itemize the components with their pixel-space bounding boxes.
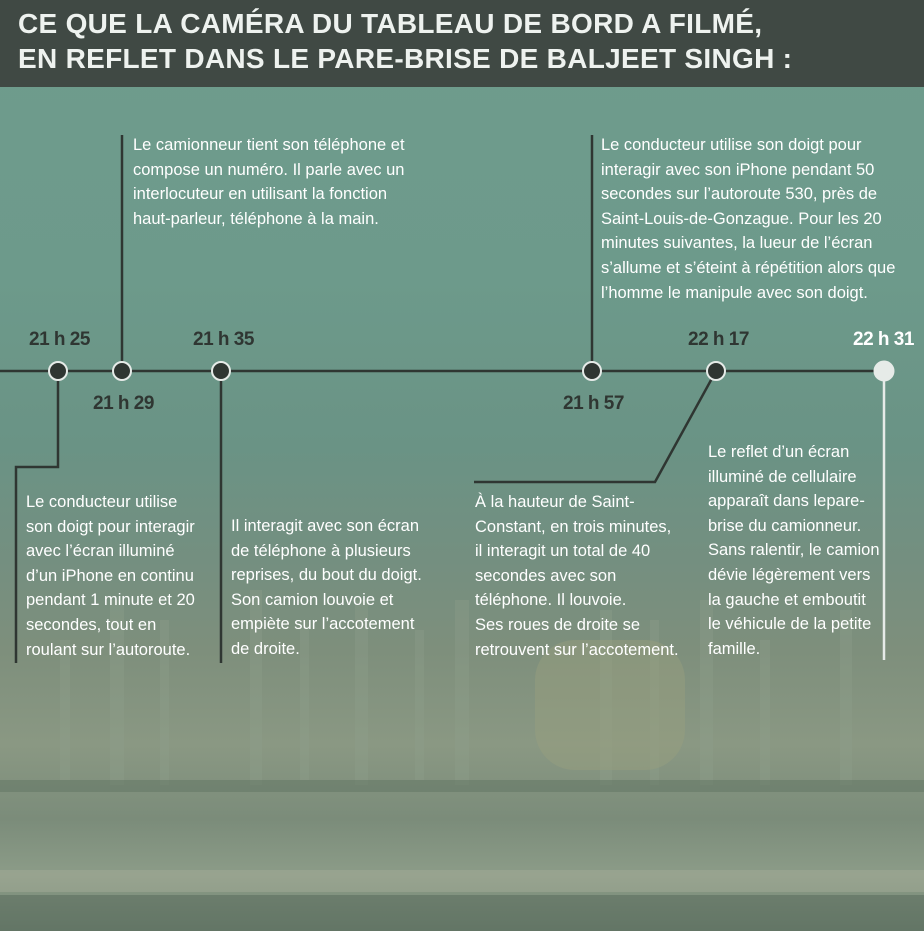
event-text-2125: Le conducteur utilise son doigt pour interagir avec l’écran illuminé d’un iPhone en continu pendant 1 minute et 20 secondes, tout en roulant sur l’autoroute. [26, 493, 195, 659]
event-text-2135: Il interagit avec son écran de téléphone à plusieurs reprises, du bout du doigt. Son camion louvoie et empiète sur l’accotement de droite. [231, 517, 422, 658]
time-label-2125: 21 h 25 [29, 329, 90, 350]
marker-2231 [874, 361, 894, 381]
event-text-2217: À la hauteur de Saint- Constant, en trois minutes, il interagit un total de 40 secondes avec son téléphone. Il louvoie. Ses roues de droite se retrouvent sur l’accotement. [475, 493, 679, 659]
marker-2135 [212, 362, 230, 380]
marker-2129 [113, 362, 131, 380]
marker-2217 [707, 362, 725, 380]
event-text-2231: Le reflet d’un écran illuminé de cellulaire apparaît dans lepare- brise du camionneur. Sans ralentir, le camion dévie légèrement vers la gauche et emboutit le véhicule de la petite famille. [708, 443, 880, 658]
page-title: CE QUE LA CAMÉRA DU TABLEAU DE BORD A FILMÉ, EN REFLET DANS LE PARE-BRISE DE BALJEET SINGH : [18, 8, 793, 74]
event-text-2129: Le camionneur tient son téléphone et compose un numéro. Il parle avec un interlocuteur en utilisant la fonction haut-parleur, téléphone à la main. [133, 136, 405, 228]
time-label-2129: 21 h 29 [93, 393, 154, 414]
event-text-2157: Le conducteur utilise son doigt pour interagir avec son iPhone pendant 50 secondes sur l’autoroute 530, près de Saint-Louis-de-Gonzague. Pour les 20 minutes suivantes, la lueur de l’écran s’allume et s’éteint à répétition alors que l’homme le manipule avec son doigt. [601, 136, 896, 302]
time-label-2231: 22 h 31 [853, 329, 914, 350]
time-label-2135: 21 h 35 [193, 329, 254, 350]
time-label-2157: 21 h 57 [563, 393, 624, 414]
time-label-2217: 22 h 17 [688, 329, 749, 350]
connector-2217 [474, 371, 716, 482]
marker-2125 [49, 362, 67, 380]
marker-2157 [583, 362, 601, 380]
